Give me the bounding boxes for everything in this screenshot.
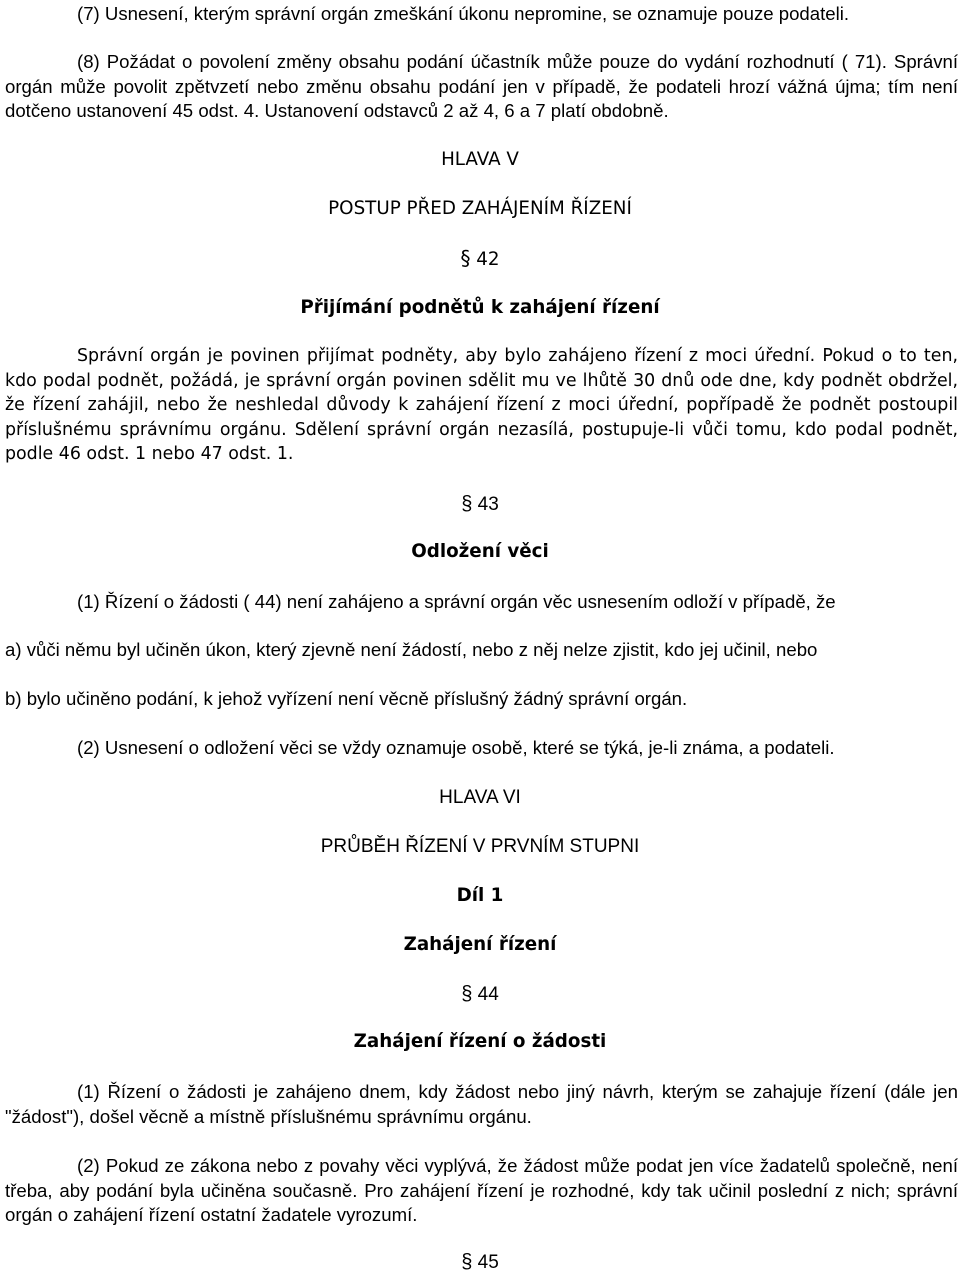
section-43-paragraph-1: (1) Řízení o žádosti ( 44) není zahájeno a správní orgán věc usnesením odloží v případě, že <box>77 591 836 612</box>
chapter-heading-6: HLAVA VI <box>439 787 521 808</box>
paragraph-7: (7) Usnesení, kterým správní orgán zmeškání úkonu nepromine, se oznamuje pouze podateli. <box>77 3 850 24</box>
part-title: Zahájení řízení <box>403 934 557 955</box>
section-44-paragraph-1: (1) Řízení o žádosti je zahájeno dnem, kdy žádost nebo jiný návrh, kterým se zahajuje řízení (dále jen "žádost"), došel věcně a místně příslušnému správnímu orgánu. <box>5 1081 958 1127</box>
section-43-paragraph-2: (2) Usnesení o odložení věci se vždy oznamuje osobě, které se týká, je-li známa, a podateli. <box>77 737 835 758</box>
section-number-43: § 43 <box>461 493 499 515</box>
chapter-heading: HLAVA V <box>441 149 519 170</box>
section-sign: § <box>461 493 473 515</box>
section-sign: § <box>460 246 471 270</box>
section-42-text: Správní orgán je povinen přijímat podněty, aby bylo zahájeno řízení z moci úřední. Pokud o to ten, kdo podal podnět, požádá, je správní orgán povinen sdělit mu ve lhůtě 30 dnů ode dne, kdy podnět obdržel, že řízení zahájil, nebo že neshledal důvody k zahájení řízení z moci úřední, popřípadě že podnět postoupil příslušnému správnímu orgánu. Sdělení správní orgán nezasílá, postupuje-li vůči tomu, kdo podal podnět, podle 46 odst. 1 nebo 47 odst. 1. <box>5 346 958 464</box>
section-43-item-a: a) vůči němu byl učiněn úkon, který zjevně není žádostí, nebo z něj nelze zjistit, kdo jej učinil, nebo <box>5 639 818 660</box>
section-number-44: § 44 <box>461 983 499 1005</box>
section-number-45: § 45 <box>461 1251 499 1273</box>
section-sign: § <box>461 983 473 1005</box>
paragraph-8: (8) Požádat o povolení změny obsahu podání účastník může pouze do vydání rozhodnutí ( 71). Správní orgán může povolit zpětvzetí nebo změnu obsahu podání jen v případě, že podateli hrozí vážná újma; tím není dotčeno ustanovení 45 odst. 4. Ustanovení odstavců 2 až 4, 6 a 7 platí obdobně. <box>5 51 958 121</box>
chapter-title: POSTUP PŘED ZAHÁJENÍM ŘÍZENÍ <box>328 198 632 219</box>
section-title-44: Zahájení řízení o žádosti <box>353 1031 607 1052</box>
section-44-paragraph-2: (2) Pokud ze zákona nebo z povahy věci vyplývá, že žádost může podat jen více žadatelů společně, není třeba, aby podání byla učiněna současně. Pro zahájení řízení je rozhodné, kdy tak učinil poslední z nich; správní orgán o zahájení řízení ostatní žadatele vyrozumí. <box>5 1155 958 1225</box>
section-43-item-b: b) bylo učiněno podání, k jehož vyřízení není věcně příslušný žádný správní orgán. <box>5 688 688 709</box>
section-title-42: Přijímání podnětů k zahájení řízení <box>300 297 660 318</box>
section-number-42: § 42 <box>460 246 500 270</box>
section-title-43: Odložení věci <box>411 541 549 562</box>
part-heading: Díl 1 <box>456 885 504 906</box>
section-sign: § <box>461 1251 473 1273</box>
chapter-title-6: PRŮBĚH ŘÍZENÍ V PRVNÍM STUPNI <box>320 836 640 857</box>
